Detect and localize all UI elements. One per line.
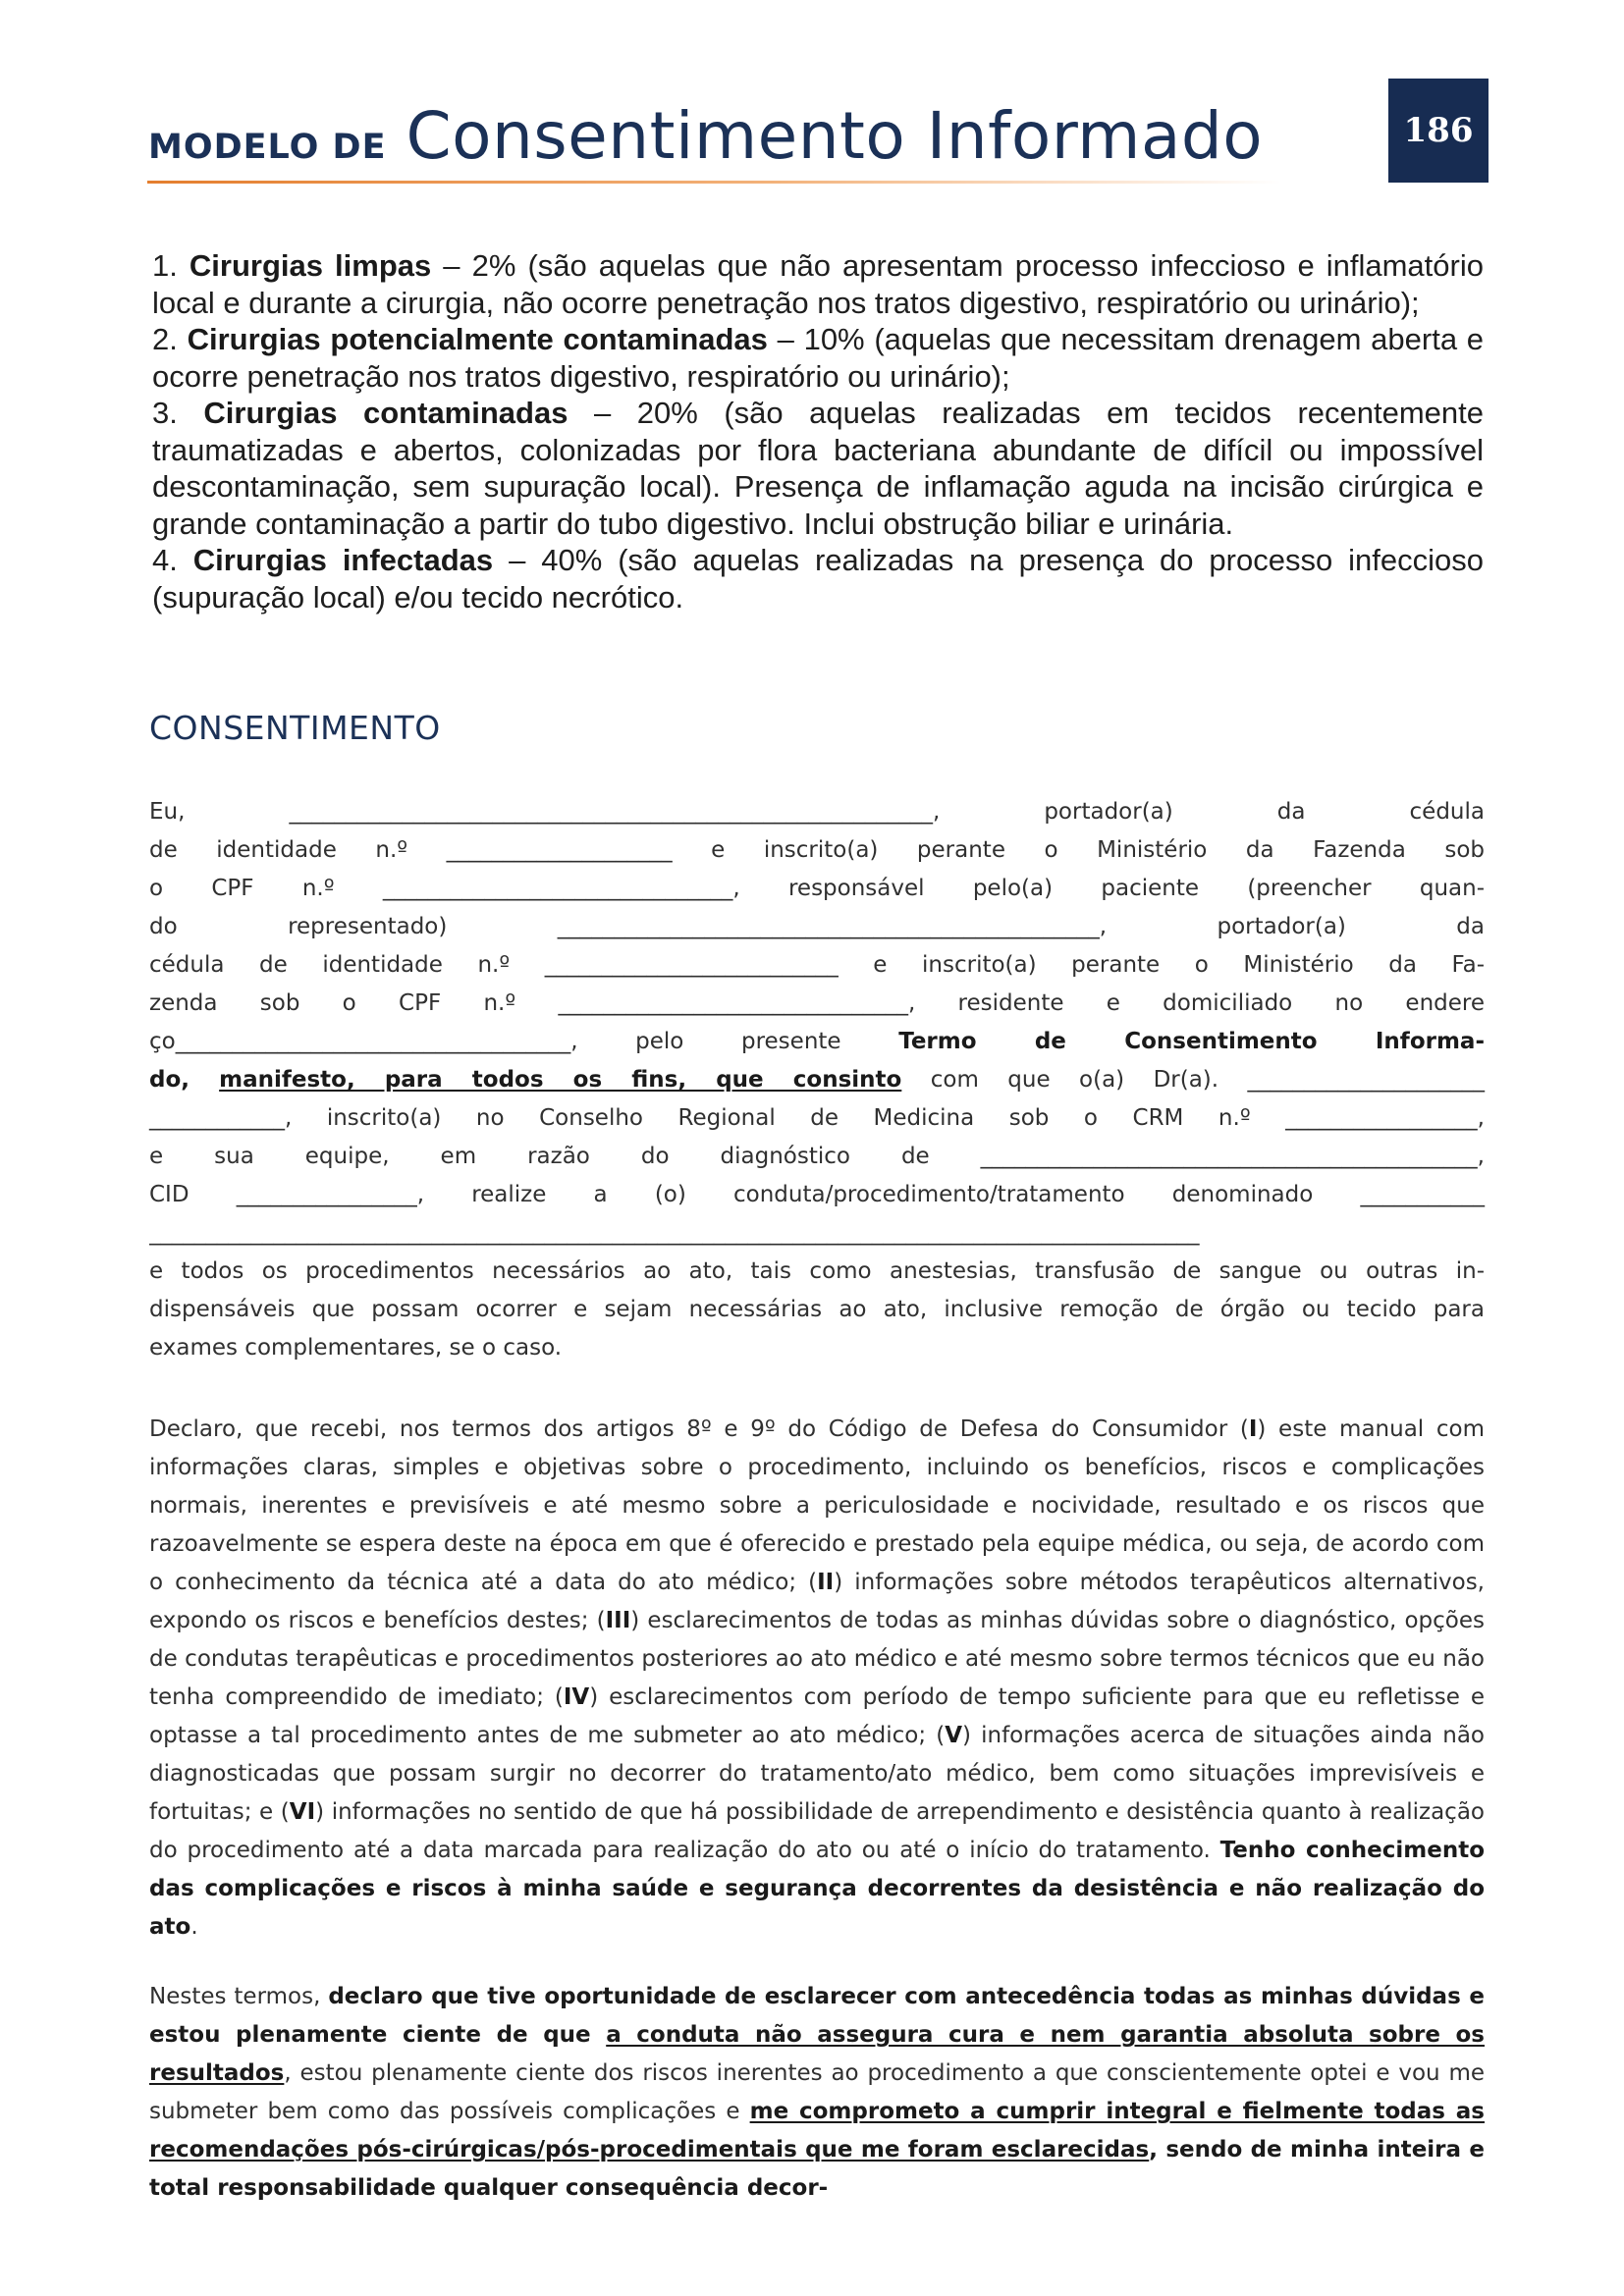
terms-paragraph bbox=[149, 1978, 1485, 2208]
form-text: com que o(a) Dr(a). _____________________ bbox=[901, 1067, 1486, 1093]
bold-statement: declaro que tive oportunidade de esclarecer com antecedência todas as minhas dúvidas e estou plenamente ciente de que bbox=[149, 1984, 1485, 2048]
classification-item bbox=[152, 395, 1484, 542]
underlined-commitment: me comprometo a cumprir integral e fielmente todas as recomendações pós-cirúrgicas/pós-procedimentais que me foram esclarecidas bbox=[149, 2099, 1485, 2163]
item-text: – 10% (aquelas que necessitam drenagem aberta e ocorre penetração nos tratos digestivo, respiratório ou urinário); bbox=[152, 322, 1485, 394]
form-line: exames complementares, se o caso. bbox=[149, 1335, 563, 1361]
form-line: dispensáveis que possam ocorrer e sejam necessárias ao ato, inclusive remoção de órgão ou tecido para bbox=[149, 1297, 1485, 1322]
page-number-badge bbox=[1388, 79, 1489, 183]
form-line bbox=[149, 1061, 1485, 1099]
risk-awareness-statement: Tenho conhecimento das complicações e riscos à minha saúde e segurança decorrentes da desistência e não realização do ato bbox=[149, 1838, 1486, 1940]
form-line: _____________________________________________________________________________________________ bbox=[149, 1220, 1200, 1246]
form-line: CID ________________, realize a (o) conduta/procedimento/tratamento denominado ___________ bbox=[149, 1182, 1485, 1207]
bold-statement: , sendo de minha inteira e total responsabilidade qualquer consequência decor- bbox=[149, 2137, 1485, 2201]
text-segment: Nestes termos, bbox=[149, 1984, 329, 2009]
section-title: CONSENTIMENTO bbox=[149, 709, 441, 747]
form-line: de identidade n.º ____________________ e inscrito(a) perante o Ministério da Fazenda sob bbox=[149, 837, 1485, 863]
item-text: – 2% (são aquelas que não apresentam processo infeccioso e inflamatório local e durante a cirurgia, não ocorre penetração nos tratos digestivo, respiratório ou urinário); bbox=[152, 248, 1484, 320]
roman-numeral: IV bbox=[563, 1684, 590, 1710]
text-segment: ) informações no sentido de que há possibilidade de arrependimento e desistência quanto à realização do procedimento até a data marcada para realização do ato ou até o início do tratamento. bbox=[149, 1799, 1485, 1863]
form-text: ço___________________________________, pelo presente bbox=[149, 1029, 899, 1054]
classification-item bbox=[152, 321, 1484, 395]
item-title: Cirurgias contaminadas bbox=[203, 396, 568, 430]
underlined-statement: a conduta não assegura cura e nem garantia absoluta sobre os resultados bbox=[149, 2022, 1485, 2086]
term-title-end: do, bbox=[149, 1067, 220, 1093]
form-line: Eu, _________________________________________________________, portador(a) da cédula bbox=[149, 799, 1485, 825]
term-title: Termo de Consentimento Informa- bbox=[898, 1029, 1485, 1054]
text-segment: , estou plenamente ciente dos riscos inerentes ao procedimento a que conscientemente optei e vou me submeter bem como das possíveis complicações e bbox=[149, 2060, 1485, 2124]
classification-item bbox=[152, 247, 1484, 321]
item-text: – 40% (são aquelas realizadas na presença do processo infeccioso (supuração local) e/ou tecido necrótico. bbox=[152, 543, 1484, 614]
form-line: e sua equipe, em razão do diagnóstico de ____________________________________________, bbox=[149, 1144, 1485, 1169]
roman-numeral: VI bbox=[289, 1799, 316, 1825]
consent-statement: manifesto, para todos os fins, que consinto bbox=[219, 1067, 902, 1093]
form-line: do representado) ________________________________________________, portador(a) da bbox=[149, 914, 1485, 939]
item-title: Cirurgias limpas bbox=[189, 248, 432, 283]
text-segment: ) esclarecimentos com período de tempo suficiente para que eu refletisse e optasse a tal procedimento antes de me submeter ao ato médico; ( bbox=[149, 1684, 1485, 1748]
item-title: Cirurgias infectadas bbox=[192, 543, 494, 577]
text-segment: ) esclarecimentos de todas as minhas dúvidas sobre o diagnóstico, opções de condutas terapêuticas e procedimentos posteriores ao ato médico e até mesmo sobre termos técnicos que eu não tenha compreendido de imediato; ( bbox=[149, 1608, 1485, 1710]
item-text: – 20% (são aquelas realizadas em tecidos recentemente traumatizadas e abertos, colonizadas por flora bacteriana abundante de difícil ou impossível descontaminação, sem supuração local). Presença de inflamação aguda na incisão cirúrgica e grande contaminação a partir do tubo digestivo. Inclui obstrução biliar e urinária. bbox=[152, 396, 1484, 541]
text-segment: ) informações acerca de situações ainda não diagnosticadas que possam surgir no decorrer do tratamento/ato médico, bem como situações imprevisíveis e fortuitas; e ( bbox=[149, 1723, 1485, 1825]
item-title: Cirurgias potencialmente contaminadas bbox=[187, 322, 768, 356]
classification-item bbox=[152, 542, 1484, 615]
text-segment: ) informações sobre métodos terapêuticos alternativos, expondo os riscos e benefícios destes; ( bbox=[149, 1570, 1485, 1633]
text-segment: Declaro, que recebi, nos termos dos artigos 8º e 9º do Código de Defesa do Consumidor ( bbox=[149, 1416, 1249, 1442]
form-line: e todos os procedimentos necessários ao ato, tais como anestesias, transfusão de sangue ou outras in- bbox=[149, 1258, 1485, 1284]
page-header-title bbox=[148, 98, 1263, 174]
declaration-paragraph bbox=[149, 1411, 1485, 1947]
form-line: cédula de identidade n.º __________________________ e inscrito(a) perante o Ministério da Fa- bbox=[149, 952, 1485, 978]
roman-numeral: II bbox=[817, 1570, 835, 1595]
header-title: Consentimento Informado bbox=[406, 98, 1264, 174]
item-number: 3. bbox=[152, 396, 178, 430]
form-line bbox=[149, 1023, 1485, 1061]
text-segment: . bbox=[190, 1914, 198, 1940]
header-prefix: MODELO DE bbox=[148, 128, 387, 167]
roman-numeral: V bbox=[945, 1723, 963, 1748]
text-segment: ) este manual com informações claras, simples e objetivas sobre o procedimento, incluindo os benefícios, riscos e complicações normais, inerentes e previsíveis e até mesmo sobre a periculosidade e nocividade, resultado e os riscos que razoavelmente se espera deste na época em que é oferecido e prestado pela equipe médica, ou seja, de acordo com o conhecimento da técnica até a data do ato médico; ( bbox=[149, 1416, 1486, 1595]
surgery-classification-list bbox=[152, 247, 1484, 615]
item-number: 4. bbox=[152, 543, 178, 577]
page-number: 186 bbox=[1403, 111, 1474, 150]
form-line: o CPF n.º _______________________________, responsável pelo(a) paciente (preencher quan- bbox=[149, 876, 1485, 901]
declaration-text bbox=[149, 1411, 1485, 1947]
consent-form bbox=[149, 793, 1485, 1367]
item-number: 1. bbox=[152, 248, 178, 283]
header-divider bbox=[147, 181, 1281, 184]
terms-text bbox=[149, 1978, 1485, 2208]
form-line: ____________, inscrito(a) no Conselho Regional de Medicina sob o CRM n.º _________________, bbox=[149, 1105, 1485, 1131]
form-line: zenda sob o CPF n.º _______________________________, residente e domiciliado no endere bbox=[149, 990, 1485, 1016]
roman-numeral: III bbox=[605, 1608, 631, 1633]
item-number: 2. bbox=[152, 322, 178, 356]
roman-numeral: I bbox=[1248, 1416, 1258, 1442]
